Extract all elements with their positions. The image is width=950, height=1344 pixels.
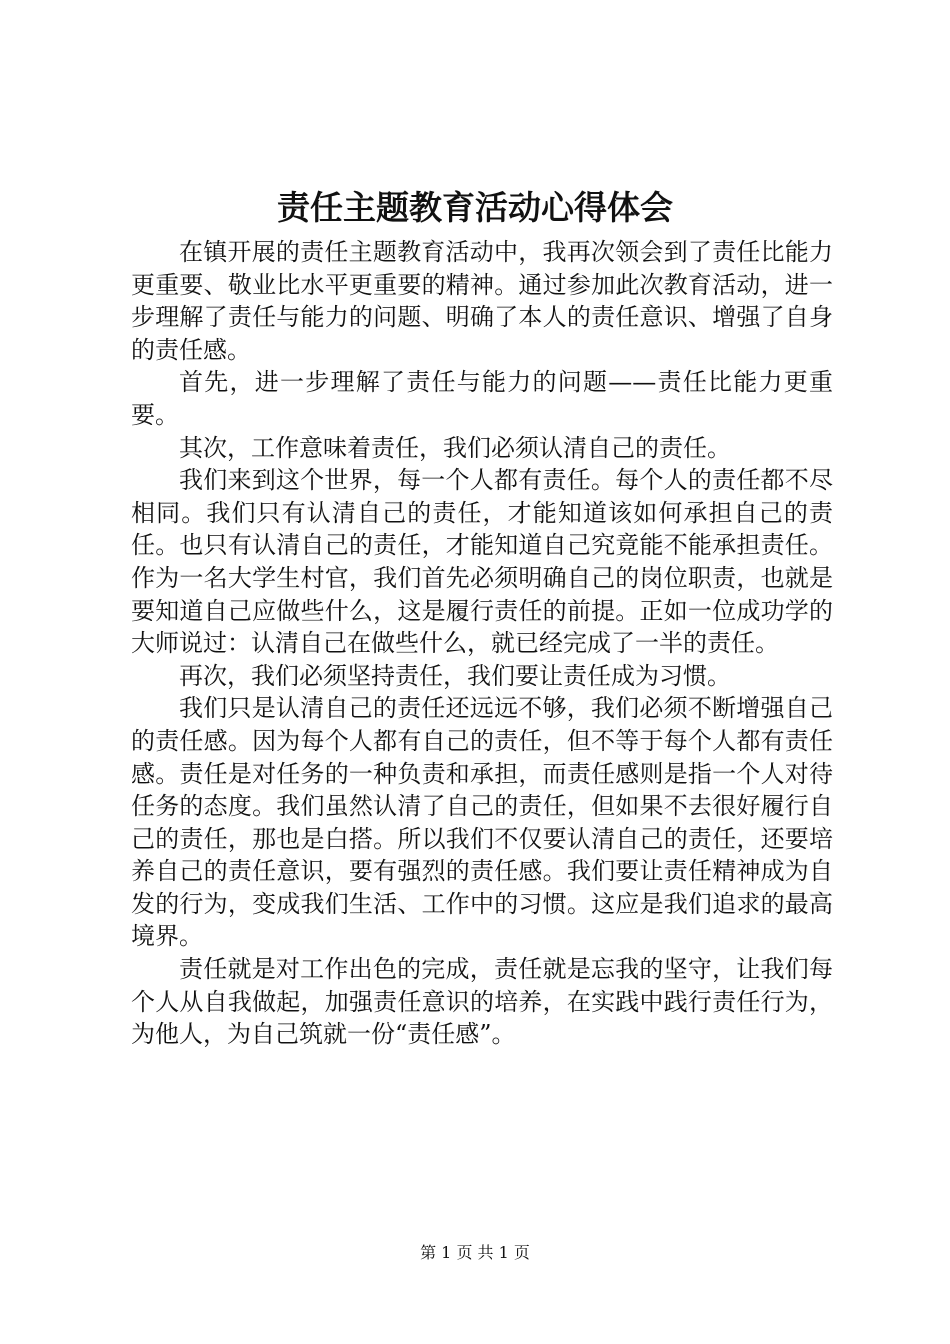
paragraph-third-point: 再次，我们必须坚持责任，我们要让责任成为习惯。 — [179, 661, 731, 690]
paragraph-intro: 在镇开展的责任主题教育活动中，我再次领会到了责任比能力更重要、敬业比水平更重要的精神。通过参加此次教育活动，进一步理解了责任与能力的问题、明确了本人的责任意识、增强了自身的责任感。 — [131, 238, 833, 364]
document-body — [131, 236, 833, 1051]
paragraph-third-detail: 我们只是认清自己的责任还远远不够，我们必须不断增强自己的责任感。因为每个人都有自己的责任，但不等于每个人都有责任感。责任是对任务的一种负责和承担，而责任感则是指一个人对待任务的态度。我们虽然认清了自己的责任，但如果不去很好履行自己的责任，那也是白搭。所以我们不仅要认清自己的责任，还要培养自己的责任意识，要有强烈的责任感。我们要让责任精神成为自发的行为，变成我们生活、工作中的习惯。这应是我们追求的最高境界。 — [131, 694, 833, 951]
paragraph-first-point: 首先，进一步理解了责任与能力的问题——责任比能力更重要。 — [131, 368, 833, 429]
paragraph-second-point: 其次，工作意味着责任，我们必须认清自己的责任。 — [179, 433, 731, 462]
paragraph-conclusion: 责任就是对工作出色的完成，责任就是忘我的坚守，让我们每个人从自我做起，加强责任意识的培养，在实践中践行责任行为，为他人，为自己筑就一份“责任感”。 — [131, 955, 833, 1049]
page-footer: 第 1 页 共 1 页 — [420, 1243, 530, 1262]
paragraph-second-detail: 我们来到这个世界，每一个人都有责任。每个人的责任都不尽相同。我们只有认清自己的责任，才能知道该如何承担自己的责任。也只有认清自己的责任，才能知道自己究竟能不能承担责任。作为一名大学生村官，我们首先必须明确自己的岗位职责，也就是要知道自己应做些什么，这是履行责任的前提。正如一位成功学的大师说过：认清自己在做些什么，就已经完成了一半的责任。 — [131, 466, 833, 658]
document-title: 责任主题教育活动心得体会 — [277, 188, 673, 227]
